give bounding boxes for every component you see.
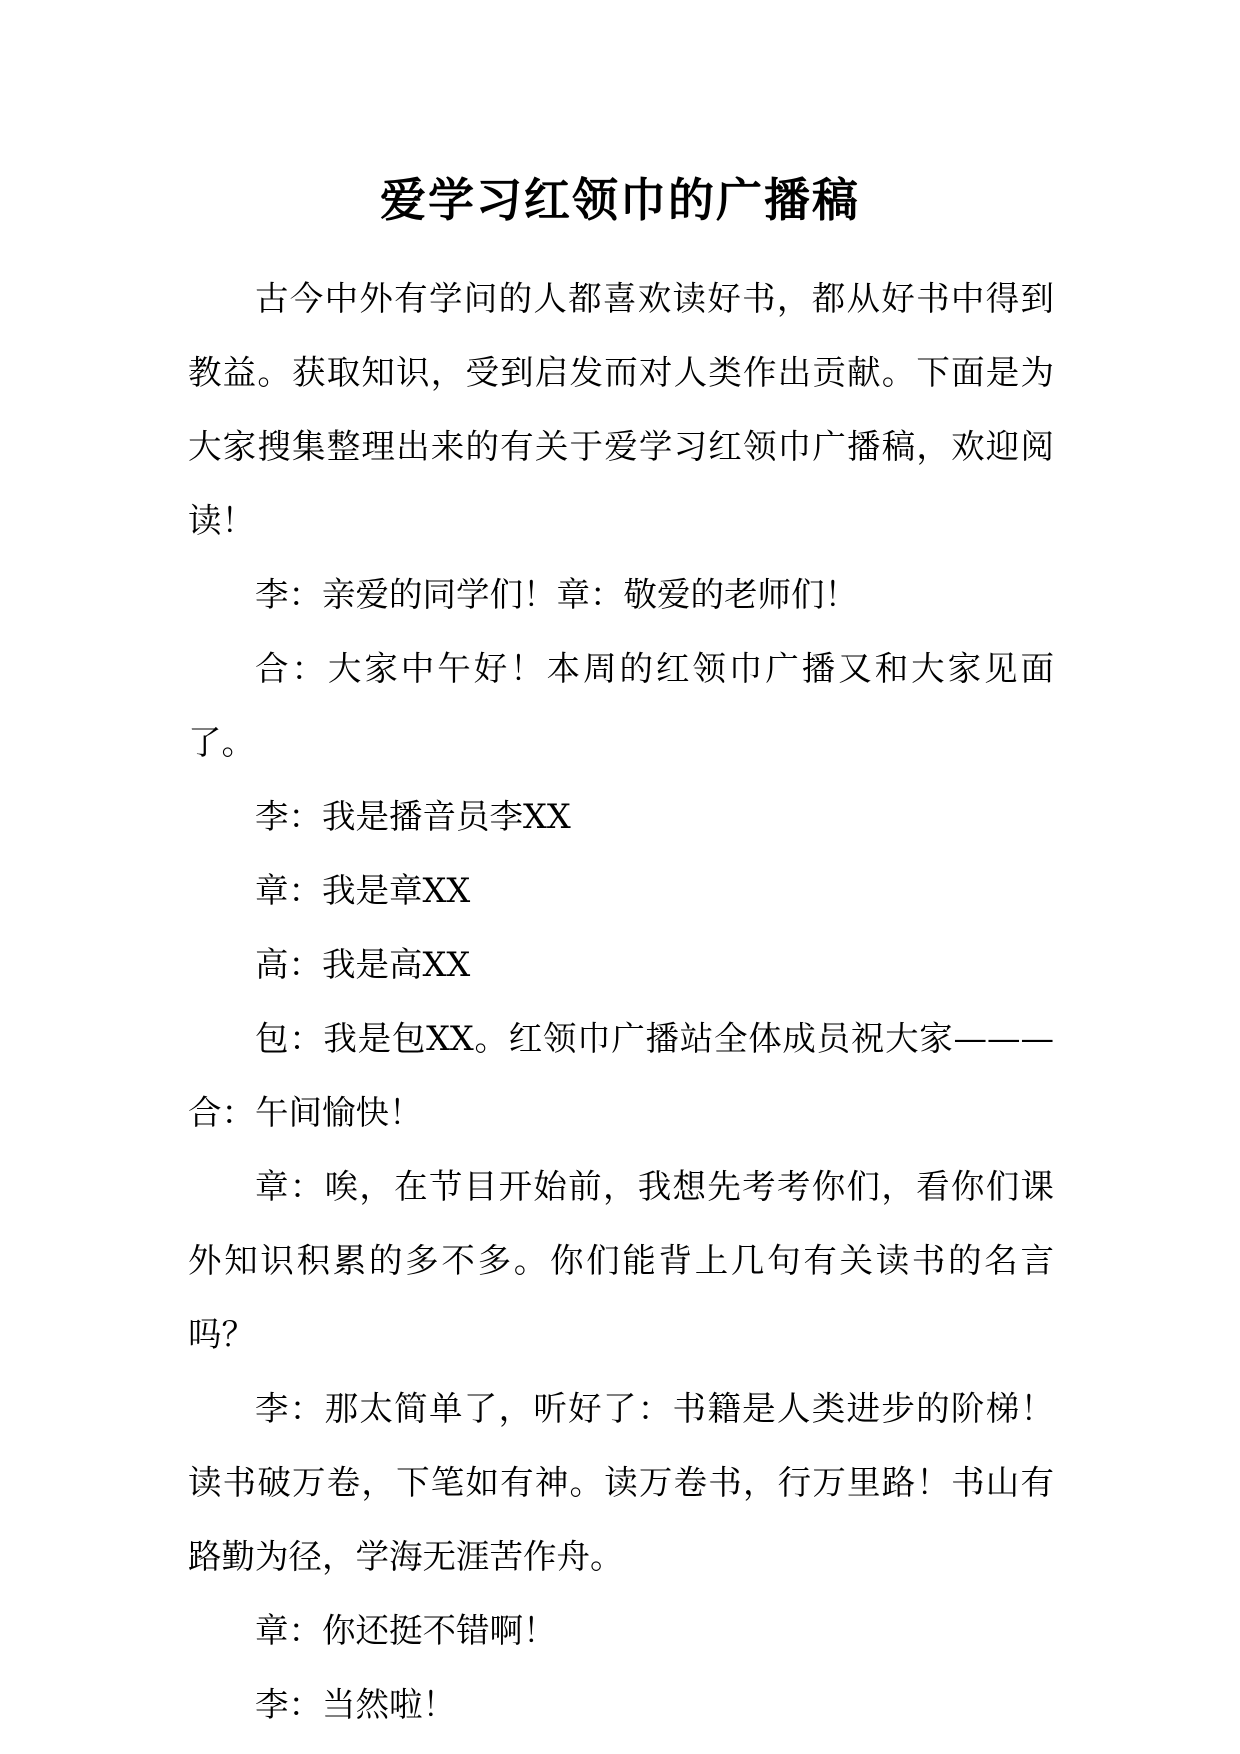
paragraph-dialogue: 李：亲爱的同学们！章：敬爱的老师们！ bbox=[255, 575, 858, 614]
document-title: 爱学习红领巾的广播稿 bbox=[380, 173, 860, 227]
paragraph-dialogue: 高：我是高XX bbox=[255, 945, 471, 984]
paragraph-dialogue: 章：唉，在节目开始前，我想先考考你们，看你们课外知识积累的多不多。你们能背上几句有关读书的名言吗？ bbox=[188, 1167, 1054, 1354]
paragraph-dialogue: 李：当然啦！ bbox=[255, 1685, 456, 1724]
paragraph-dialogue: 包：我是包XX。红领巾广播站全体成员祝大家———合：午间愉快！ bbox=[188, 1019, 1054, 1132]
paragraph-dialogue: 章：你还挺不错啊！ bbox=[255, 1611, 557, 1650]
paragraph-dialogue: 李：我是播音员李XX bbox=[255, 797, 571, 836]
document-body bbox=[188, 262, 1054, 1742]
paragraph-dialogue: 章：我是章XX bbox=[255, 871, 471, 910]
paragraph-dialogue: 合：大家中午好！本周的红领巾广播又和大家见面了。 bbox=[188, 649, 1054, 762]
paragraph-dialogue: 李：那太简单了，听好了：书籍是人类进步的阶梯！读书破万卷，下笔如有神。读万卷书，行万里路！书山有路勤为径，学海无涯苦作舟。 bbox=[188, 1389, 1054, 1576]
paragraph-intro: 古今中外有学问的人都喜欢读好书，都从好书中得到教益。获取知识，受到启发而对人类作出贡献。下面是为大家搜集整理出来的有关于爱学习红领巾广播稿，欢迎阅读！ bbox=[188, 279, 1054, 540]
